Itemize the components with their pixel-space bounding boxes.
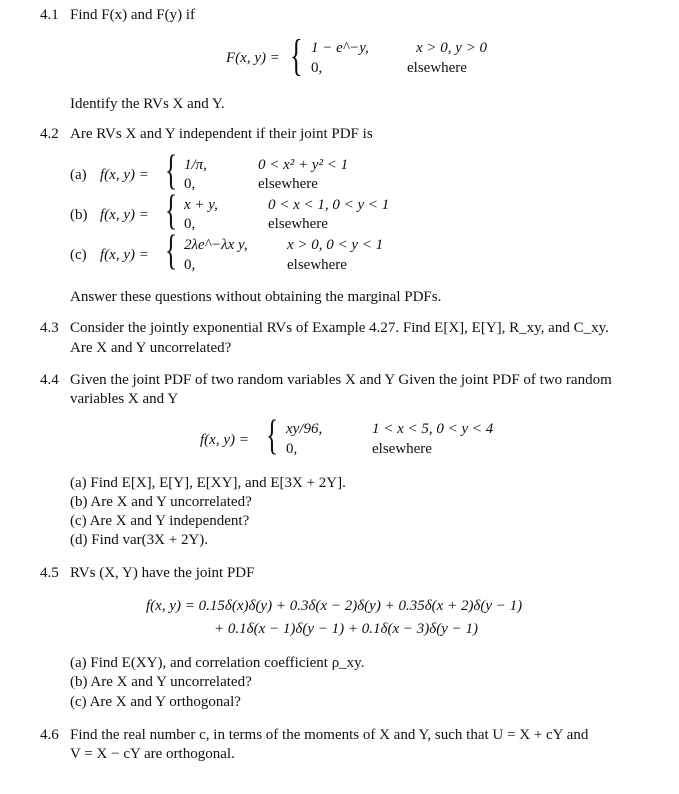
problem-number: 4.2 (40, 126, 59, 142)
part-item: (a) Find E(XY), and correlation coefficient ρ_xy. (70, 655, 365, 671)
equation-lhs: F(x, y) = (226, 50, 280, 66)
problem-text: Find the real number c, in terms of the moments of X and Y, such that U = X + cY and (70, 727, 589, 743)
equation-lhs: f(x, y) = (100, 167, 149, 183)
brace-icon: { (165, 188, 178, 234)
brace-icon: { (266, 413, 279, 459)
problem-number: 4.3 (40, 320, 59, 336)
brace-icon: { (165, 148, 178, 194)
case-expression: 0, (184, 176, 196, 192)
part-label: (a) (70, 167, 87, 183)
case-expression: 1/π, (184, 157, 207, 173)
equation-line: + 0.1δ(x − 1)δ(y − 1) + 0.1δ(x − 3)δ(y − 1) (214, 621, 478, 637)
problem-text: RVs (X, Y) have the joint PDF (70, 565, 255, 581)
case-expression: 0, (286, 441, 298, 457)
problem-number: 4.5 (40, 565, 59, 581)
problem-number: 4.1 (40, 7, 59, 23)
part-item: (b) Are X and Y uncorrelated? (70, 494, 252, 510)
case-condition: 1 < x < 5, 0 < y < 4 (372, 421, 494, 437)
part-label: (c) (70, 247, 87, 263)
part-item: (c) Are X and Y independent? (70, 513, 250, 529)
problem-text: V = X − cY are orthogonal. (70, 746, 235, 762)
problem-number: 4.4 (40, 372, 59, 388)
problem-followup: Identify the RVs X and Y. (70, 96, 225, 112)
brace-icon: { (165, 228, 178, 274)
brace-icon: { (290, 31, 303, 80)
equation-lhs: f(x, y) = (200, 432, 249, 448)
case-condition: 0 < x < 1, 0 < y < 1 (268, 197, 390, 213)
problem-text: Find F(x) and F(y) if (70, 7, 195, 23)
problem-text: Are RVs X and Y independent if their joint PDF is (70, 126, 373, 142)
part-item: (b) Are X and Y uncorrelated? (70, 674, 252, 690)
case-expression: 2λe^−λx y, (184, 237, 248, 253)
problem-text: Given the joint PDF of two random variables X and Y Given the joint PDF of two random (70, 372, 612, 388)
equation-line: f(x, y) = 0.15δ(x)δ(y) + 0.3δ(x − 2)δ(y) + 0.35δ(x + 2)δ(y − 1) (146, 598, 523, 614)
case-condition: elsewhere (372, 441, 432, 457)
case-expression: 1 − e^−y, (311, 40, 369, 56)
problem-note: Answer these questions without obtaining the marginal PDFs. (70, 289, 442, 305)
part-item: (c) Are X and Y orthogonal? (70, 694, 241, 710)
case-expression: xy/96, (286, 421, 323, 437)
problem-text: Are X and Y uncorrelated? (70, 340, 232, 356)
part-item: (d) Find var(3X + 2Y). (70, 532, 209, 548)
part-label: (b) (70, 207, 88, 223)
problem-number: 4.6 (40, 727, 59, 743)
case-expression: 0, (311, 60, 323, 76)
equation-lhs: f(x, y) = (100, 207, 149, 223)
equation-lhs: f(x, y) = (100, 247, 149, 263)
case-condition: elsewhere (258, 176, 318, 192)
problem-text: Consider the jointly exponential RVs of Example 4.27. Find E[X], E[Y], R_xy, and C_xy. (70, 320, 609, 336)
part-item: (a) Find E[X], E[Y], E[XY], and E[3X + 2Y]. (70, 475, 346, 491)
case-expression: 0, (184, 216, 196, 232)
case-condition: x > 0, 0 < y < 1 (287, 237, 384, 253)
case-expression: 0, (184, 257, 196, 273)
problem-text: variables X and Y (70, 391, 179, 407)
case-condition: elsewhere (268, 216, 328, 232)
case-condition: elsewhere (287, 257, 347, 273)
case-condition: x > 0, y > 0 (416, 40, 488, 56)
case-condition: 0 < x² + y² < 1 (258, 157, 349, 173)
case-expression: x + y, (184, 197, 218, 213)
case-condition: elsewhere (407, 60, 467, 76)
